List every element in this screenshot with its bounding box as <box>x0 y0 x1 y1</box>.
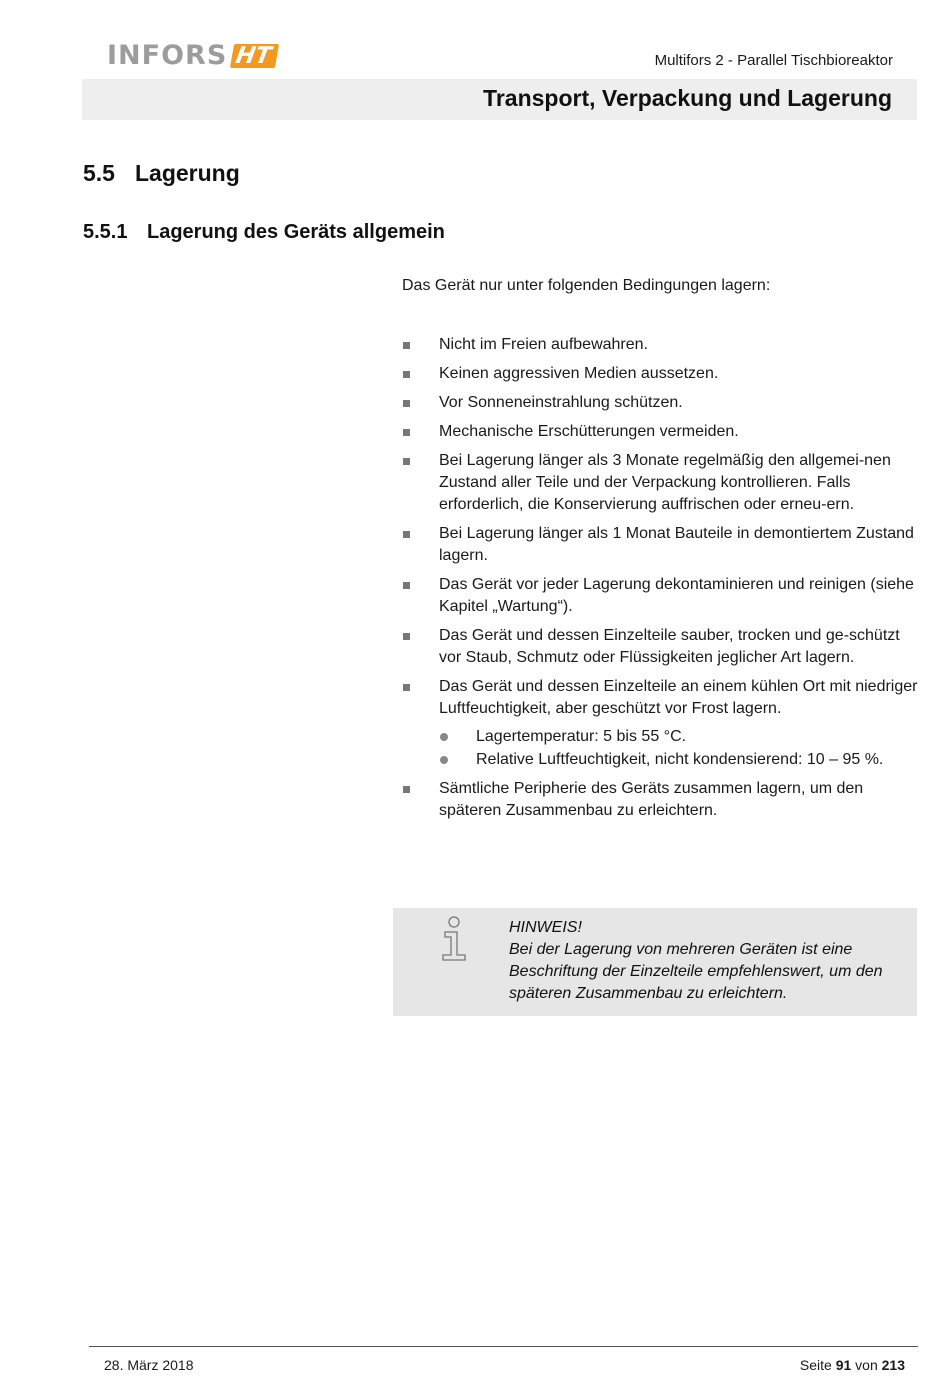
list-item <box>402 625 922 669</box>
list-item-text: Bei Lagerung länger als 3 Monate regelmäßig den allgemei-nen Zustand aller Teile und der Verpackung kontrollieren. Falls erforderlich, die Konservierung auffrischen oder erneu-ern. <box>439 452 891 513</box>
square-bullet-icon <box>403 429 410 436</box>
footer-divider <box>89 1346 918 1347</box>
sublist-item-text: Relative Luftfeuchtigkeit, nicht kondensierend: 10 – 95 %. <box>476 751 884 768</box>
subsection-heading <box>83 221 445 244</box>
round-bullet-icon <box>440 756 448 764</box>
sublist-item <box>439 749 922 771</box>
footer-date: 28. März 2018 <box>104 1357 194 1373</box>
subsection-number: 5.5.1 <box>83 221 128 243</box>
square-bullet-icon <box>403 400 410 407</box>
section-number: 5.5 <box>83 160 115 186</box>
list-item-text: Das Gerät vor jeder Lagerung dekontaminieren und reinigen (siehe Kapitel „Wartung“). <box>439 576 914 615</box>
list-item <box>402 363 922 385</box>
square-bullet-icon <box>403 786 410 793</box>
square-bullet-icon <box>403 684 410 691</box>
sublist-item <box>439 726 922 748</box>
intro-text: Das Gerät nur unter folgenden Bedingungen lagern: <box>402 277 771 294</box>
note-box <box>393 908 917 1016</box>
list-item <box>402 574 922 618</box>
list-item <box>402 392 922 414</box>
page-of-label: von <box>855 1357 878 1373</box>
logo-badge: HT <box>230 44 279 68</box>
list-item-text: Bei Lagerung länger als 1 Monat Bauteile in demontiertem Zustand lagern. <box>439 525 914 564</box>
note-content <box>509 917 904 1005</box>
chapter-title: Transport, Verpackung und Lagerung <box>483 85 892 111</box>
square-bullet-icon <box>403 458 410 465</box>
square-bullet-icon <box>403 371 410 378</box>
list-item <box>402 676 922 771</box>
page-label: Seite <box>799 1357 832 1373</box>
list-item-text: Keinen aggressiven Medien aussetzen. <box>439 365 719 382</box>
list-item <box>402 778 922 822</box>
logo-wordmark: INFORS <box>107 40 228 71</box>
page-number <box>800 1357 905 1373</box>
list-item-text: Das Gerät und dessen Einzelteile sauber, trocken und ge-schützt vor Staub, Schmutz oder Flüssigkeiten jeglicher Art lagern. <box>439 627 900 666</box>
list-item-text: Mechanische Erschütterungen vermeiden. <box>439 423 739 440</box>
list-item <box>402 523 922 567</box>
note-body: Bei der Lagerung von mehreren Geräten ist eine Beschriftung der Einzelteile empfehlenswert, um den späteren Zusammenbau zu erleichtern. <box>509 941 883 1002</box>
sublist-item-text: Lagertemperatur: 5 bis 55 °C. <box>476 728 687 745</box>
note-heading: HINWEIS! <box>509 919 582 936</box>
square-bullet-icon <box>403 633 410 640</box>
storage-conditions-list <box>402 334 922 829</box>
list-item-text: Sämtliche Peripherie des Geräts zusammen lagern, um den späteren Zusammenbau zu erleichtern. <box>439 780 864 819</box>
page-total: 213 <box>881 1357 905 1373</box>
page-current: 91 <box>835 1357 852 1373</box>
section-heading <box>83 160 240 187</box>
list-item-text: Das Gerät und dessen Einzelteile an einem kühlen Ort mit niedriger Luftfeuchtigkeit, aber geschützt vor Frost lagern. <box>439 678 918 717</box>
list-item <box>402 421 922 443</box>
list-item-text: Nicht im Freien aufbewahren. <box>439 336 648 353</box>
list-item <box>402 450 922 516</box>
climate-sublist <box>439 726 922 771</box>
list-item <box>402 334 922 356</box>
info-icon <box>440 915 470 968</box>
square-bullet-icon <box>403 531 410 538</box>
round-bullet-icon <box>440 733 448 741</box>
infors-ht-logo <box>107 42 277 70</box>
subsection-title: Lagerung des Geräts allgemein <box>147 221 445 243</box>
document-title: Multifors 2 - Parallel Tischbioreaktor <box>654 52 893 69</box>
section-title: Lagerung <box>135 160 240 186</box>
chapter-title-band <box>82 79 917 120</box>
list-item-text: Vor Sonneneinstrahlung schützen. <box>439 394 683 411</box>
square-bullet-icon <box>403 582 410 589</box>
square-bullet-icon <box>403 342 410 349</box>
